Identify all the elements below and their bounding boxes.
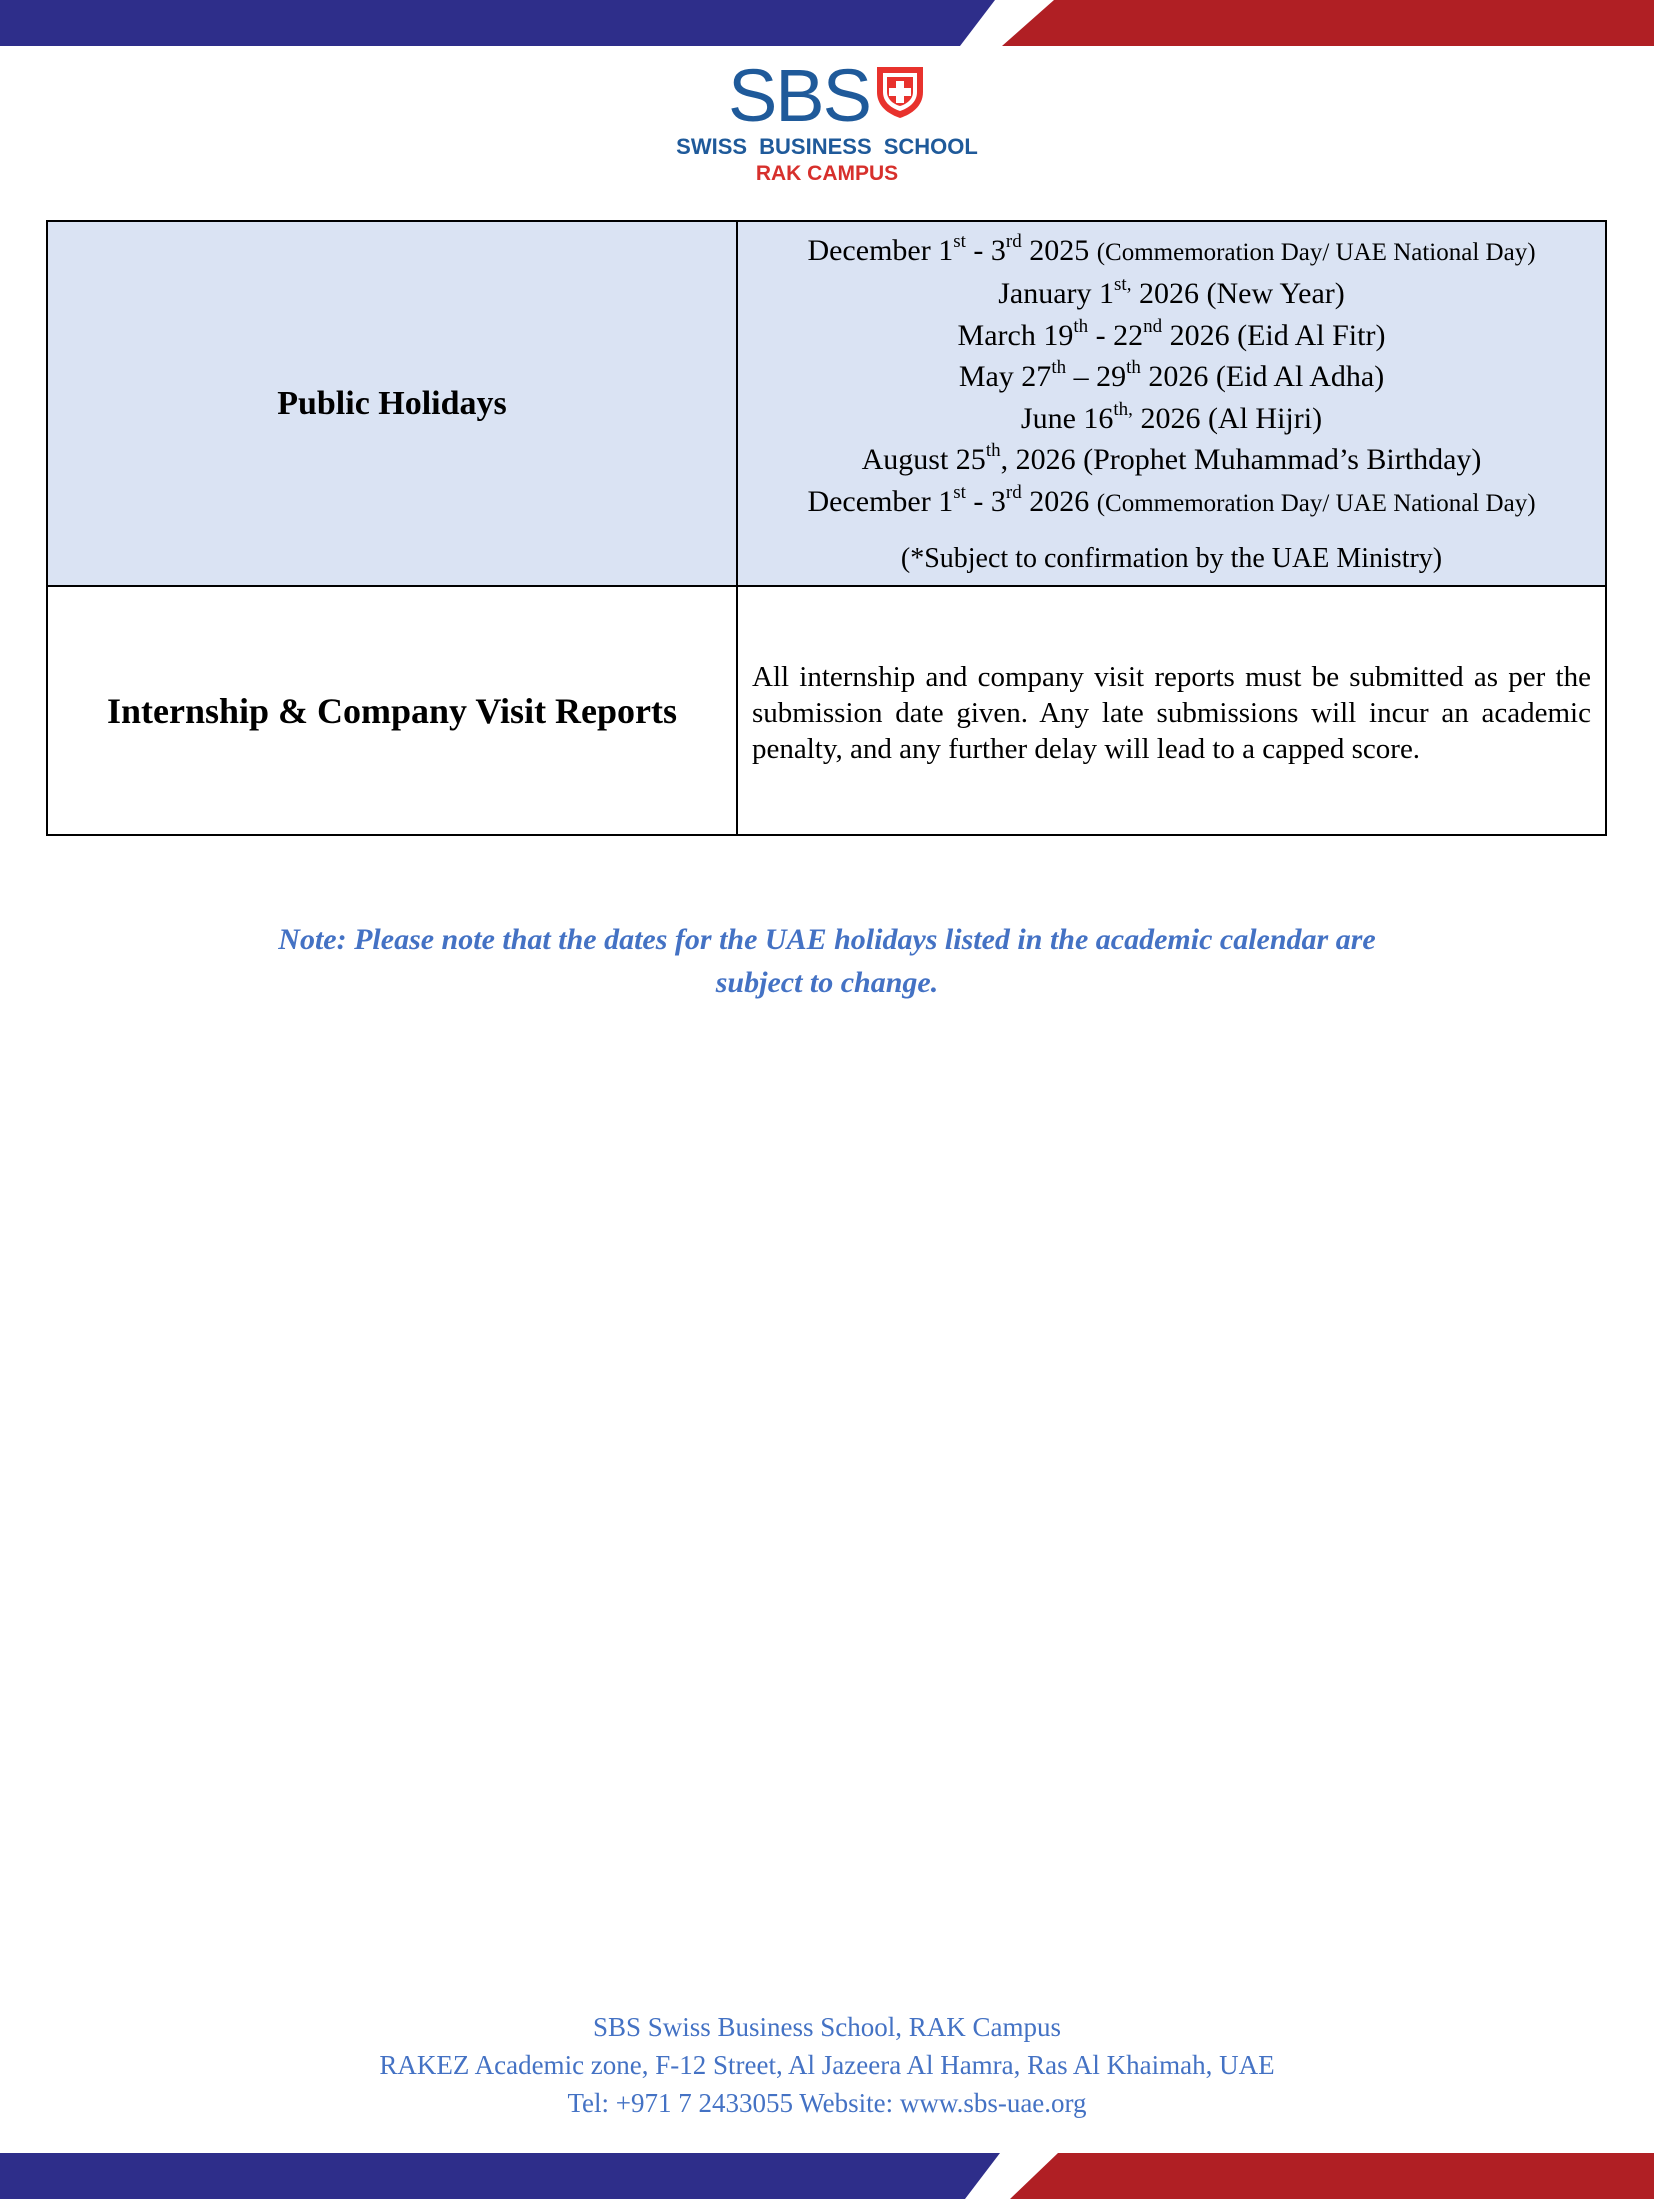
holiday-entry: December 1st - 3rd 2026 (Commemoration Day/ UAE National Day) xyxy=(807,481,1536,518)
logo-mark-text: SBS xyxy=(727,54,871,137)
note-line: Note: Please note that the dates for the UAE holidays listed in the academic calendar are xyxy=(278,923,1376,956)
reports-description: All internship and company visit reports must be submitted as per the submission date given. Any late submissions will incur an academic penalty, and any further delay will lead to a capped score. xyxy=(737,586,1606,835)
logo-campus-name: RAK CAMPUS xyxy=(755,162,899,185)
footer-school-name: SBS Swiss Business School, RAK Campus xyxy=(592,2012,1062,2042)
table-row-public-holidays xyxy=(47,221,1606,586)
calendar-table xyxy=(46,220,1607,836)
holiday-entry: August 25th, 2026 (Prophet Muhammad’s Birthday) xyxy=(861,440,1482,476)
reports-label: Internship & Company Visit Reports xyxy=(47,586,737,835)
holiday-entry: January $1^{st,}$ 2026 (New Year) xyxy=(998,274,1345,310)
note-line: subject to change. xyxy=(715,966,939,999)
holiday-entry: December 1st - 3rd 2025 (Commemoration Day/ UAE National Day) xyxy=(807,230,1536,267)
footer-color-band xyxy=(0,2153,1654,2199)
footer-contact: Tel: +971 7 2433055 Website: www.sbs-uae.org xyxy=(567,2088,1087,2118)
page-footer xyxy=(0,2008,1654,2122)
holiday-confirmation-note: (*Subject to confirmation by the UAE Ministry) xyxy=(900,543,1443,574)
public-holidays-label: Public Holidays xyxy=(47,221,737,586)
holiday-change-note xyxy=(160,918,1494,1004)
header-color-band xyxy=(0,0,1654,46)
holiday-entry: June $16^{th,}$ 2026 (Al Hijri) xyxy=(1020,398,1323,435)
holiday-entry: March 19th - 22nd 2026 (Eid Al Fitr) xyxy=(957,315,1386,352)
public-holidays-list xyxy=(737,221,1606,586)
school-logo xyxy=(0,54,1654,186)
table-row-reports xyxy=(47,586,1606,835)
swiss-cross-shield-icon xyxy=(874,64,926,120)
holiday-entry: May 27th – 29th 2026 (Eid Al Adha) xyxy=(958,357,1385,393)
logo-school-name: SWISS BUSINESS SCHOOL xyxy=(676,134,978,159)
footer-address: RAKEZ Academic zone, F-12 Street, Al Jazeera Al Hamra, Ras Al Khaimah, UAE xyxy=(379,2050,1275,2080)
